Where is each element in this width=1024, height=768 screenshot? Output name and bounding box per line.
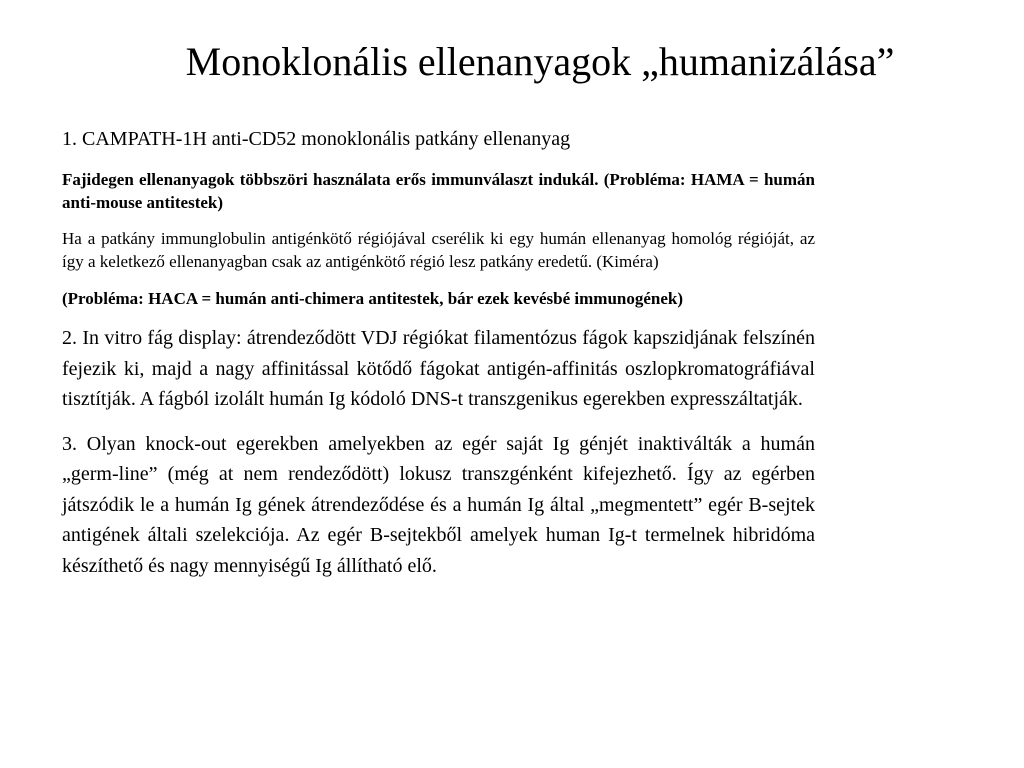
item-1-hama-problem: Fajidegen ellenanyagok többszöri használata erős immunválaszt indukál. (Probléma: HAMA = humán anti-mouse antitestek)	[62, 170, 815, 212]
slide-title: Monoklonális ellenanyagok „humanizálása”	[185, 39, 895, 84]
item-1-chimera-explanation: Ha a patkány immunglobulin antigénkötő régiójával cserélik ki egy humán ellenanyag homológ régióját, az így a keletkező ellenanyagban csak az antigénkötő régió lesz patkány eredetű. (Kiméra)	[62, 229, 815, 271]
item-2-phage-display: 2. In vitro fág display: átrendeződött VDJ régiókat filamentózus fágok kapszidjának felszínén fejezik ki, majd a nagy affinitással kötődő fágokat antigén-affinitás oszlopkromatográfiával tisztítják. A fágból izolált humán Ig kódoló DNS-t transzgenikus egerekben expresszáltatják.	[62, 327, 815, 410]
item-1-haca-problem: (Probléma: HACA = humán anti-chimera antitestek, bár ezek kevésbé immunogének)	[62, 289, 684, 308]
item-1-heading: 1. CAMPATH-1H anti-CD52 monoklonális patkány ellenanyag	[62, 128, 571, 150]
slide-body	[62, 126, 815, 595]
item-3-knockout-mice: 3. Olyan knock-out egerekben amelyekben az egér saját Ig génjét inaktiválták a humán „germ-line” (még at nem rendeződött) lokusz transzgénként kifejezhető. Így az egérben játszódik le a humán Ig gének átrendeződése és a humán Ig által „megmentett” egér B-sejtek antigének általi szelekciója. Az egér B-sejtekből amelyek human Ig-t termelnek hibridóma készíthető és nagy mennyiségű Ig állítható elő.	[62, 432, 815, 577]
